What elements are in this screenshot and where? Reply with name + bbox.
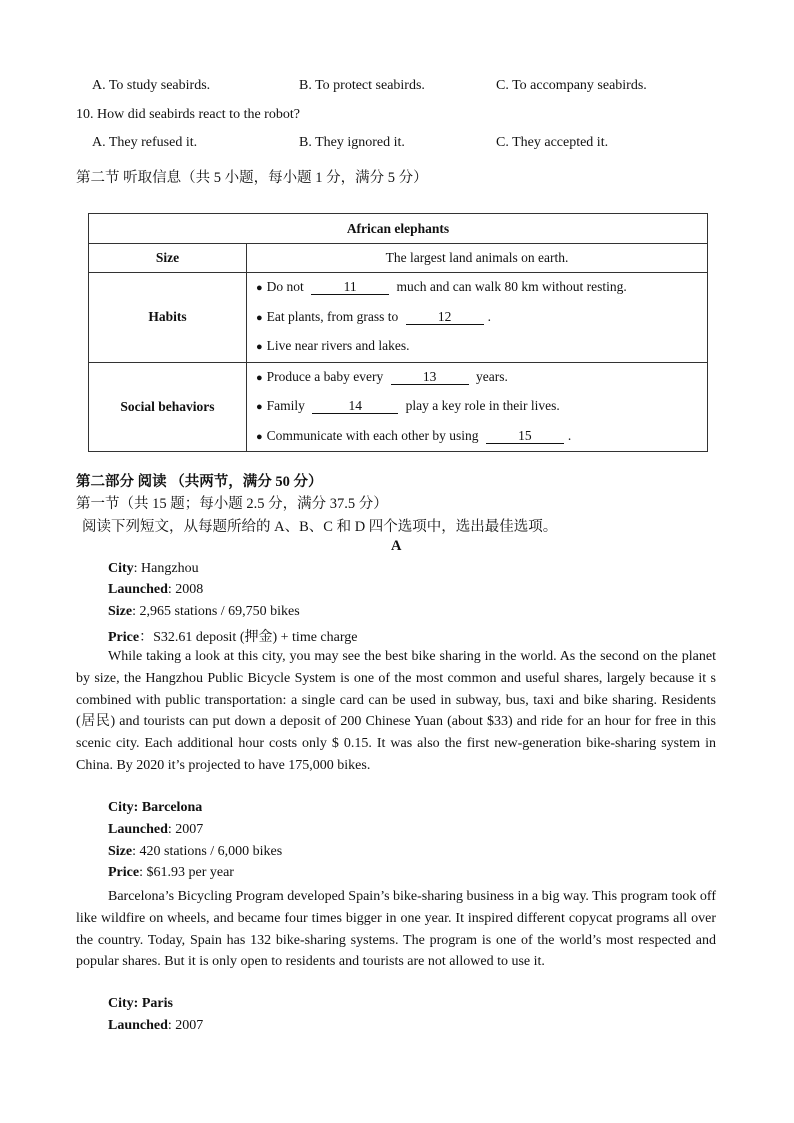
barcelona-paragraph <box>76 886 716 973</box>
q10-question: 10. How did seabirds react to the robot? <box>76 107 300 122</box>
habit-item-3 <box>253 332 701 362</box>
price-label: Price <box>108 865 140 880</box>
size-value: The largest land animals on earth. <box>247 244 708 273</box>
social-1-post: years. <box>475 368 508 384</box>
habit-item-1 <box>253 273 701 303</box>
social-item-3 <box>253 422 701 452</box>
bullet-icon: ● <box>256 401 263 413</box>
blank-12[interactable]: 12 <box>406 309 484 325</box>
bullet-icon: ● <box>256 371 263 384</box>
bullet-icon: ● <box>256 282 263 294</box>
barcelona-text: Barcelona’s Bicycling Program developed Spain’s bike-sharing business in a big way. This program took off like wildfire on wheels, and became four times bigger in one year. It inspired different copycat programs all over the country. Today, Spain has 132 bike-sharing systems. The program is one of the world’s most respected and popular shares. But it is only open to residents and tourists are not allowed to use it. <box>76 889 716 970</box>
price-value: ：S32.61 deposit (押金) + time charge <box>139 630 358 645</box>
habit-3-text: Live near rivers and lakes. <box>266 338 410 353</box>
bullet-icon: ● <box>256 341 263 353</box>
habit-2-post: . <box>487 308 492 324</box>
launched-value: : 2007 <box>167 1018 204 1033</box>
launched-value: : 2008 <box>167 582 204 597</box>
hangzhou-city <box>108 561 199 577</box>
barcelona-size <box>108 844 282 860</box>
city-label: City <box>108 561 134 576</box>
q10-option-a: A. They refused it. <box>92 135 198 150</box>
blank-15[interactable]: 15 <box>486 428 564 444</box>
hangzhou-size <box>108 604 300 620</box>
q9-option-c: C. To accompany seabirds. <box>496 78 647 93</box>
social-2-text: Family <box>266 398 305 413</box>
barcelona-city: City: Barcelona <box>108 800 203 815</box>
habit-1-post: much and can walk 80 km without resting. <box>396 279 627 294</box>
blank-13[interactable]: 13 <box>391 369 469 385</box>
q10-option-b: B. They ignored it. <box>299 135 405 150</box>
launched-value: : 2007 <box>167 822 204 837</box>
habits-cell <box>247 273 708 363</box>
elephants-table <box>88 213 708 452</box>
launched-label: Launched <box>108 582 168 597</box>
size-label: Size <box>89 244 247 273</box>
q9-option-b: B. To protect seabirds. <box>299 78 425 93</box>
size-field-label: Size <box>108 604 133 619</box>
barcelona-price <box>108 865 234 881</box>
social-cell <box>247 362 708 452</box>
social-label: Social behaviors <box>89 362 247 452</box>
paris-city: City: Paris <box>108 996 173 1011</box>
social-1-text: Produce a baby every <box>266 368 384 384</box>
price-label: Price <box>108 630 140 645</box>
habit-1-text: Do not <box>266 279 304 294</box>
section2-title: 第二节 听取信息（共 5 小题，每小题 1 分，满分 5 分） <box>76 170 428 186</box>
hangzhou-launched <box>108 582 203 598</box>
part2-subtitle: 第一节（共 15 题；每小题 2.5 分，满分 37.5 分） <box>76 496 388 512</box>
blank-11[interactable]: 11 <box>311 279 389 295</box>
barcelona-launched <box>108 822 203 838</box>
habits-label: Habits <box>89 273 247 363</box>
social-item-1 <box>253 363 701 393</box>
habit-2-text: Eat plants, from grass to <box>266 308 399 324</box>
size-field-value: : 2,965 stations / 69,750 bikes <box>132 604 300 619</box>
size-field-label: Size <box>108 844 133 859</box>
paris-launched <box>108 1018 203 1034</box>
table-title: African elephants <box>89 214 708 244</box>
size-field-value: : 420 stations / 6,000 bikes <box>132 844 283 859</box>
social-item-2 <box>253 392 701 422</box>
q10-option-c: C. They accepted it. <box>496 135 609 150</box>
launched-label: Launched <box>108 822 168 837</box>
part2-instruction: 阅读下列短文，从每题所给的 A、B、C 和 D 四个选项中，选出最佳选项。 <box>82 519 558 535</box>
hangzhou-paragraph <box>76 646 716 777</box>
social-2-post: play a key role in their lives. <box>405 398 560 413</box>
price-value: : $61.93 per year <box>139 865 234 880</box>
social-3-text: Communicate with each other by using <box>266 427 479 443</box>
hangzhou-price <box>108 626 357 646</box>
launched-label: Launched <box>108 1018 168 1033</box>
part2-title: 第二部分 阅读 （共两节，满分 50 分） <box>76 474 323 490</box>
blank-14[interactable]: 14 <box>312 398 398 414</box>
passage-label: A <box>391 538 402 554</box>
city-value: : Hangzhou <box>133 561 199 576</box>
habit-item-2 <box>253 303 701 333</box>
bullet-icon: ● <box>256 311 263 324</box>
social-3-post: . <box>567 427 572 443</box>
hangzhou-text: While taking a look at this city, you may see the best bike sharing in the world. As the second on the planet by size, the Hangzhou Public Bicycle System is one of the most common and useful shares, largely because it s combined with public transportation: a single card can be used in subway, bus, taxi and bike sharing. Residents (居民) and tourists can put down a deposit of 200 Chinese Yuan (about $33) and ride for an hour for free in this scenic city. Each additional hour costs only $ 0.15. It was also the first new-generation bike-sharing system in China. By 2020 it’s projected to have 175,000 bikes. <box>76 649 716 773</box>
q9-option-a: A. To study seabirds. <box>92 78 211 93</box>
bullet-icon: ● <box>256 430 263 443</box>
